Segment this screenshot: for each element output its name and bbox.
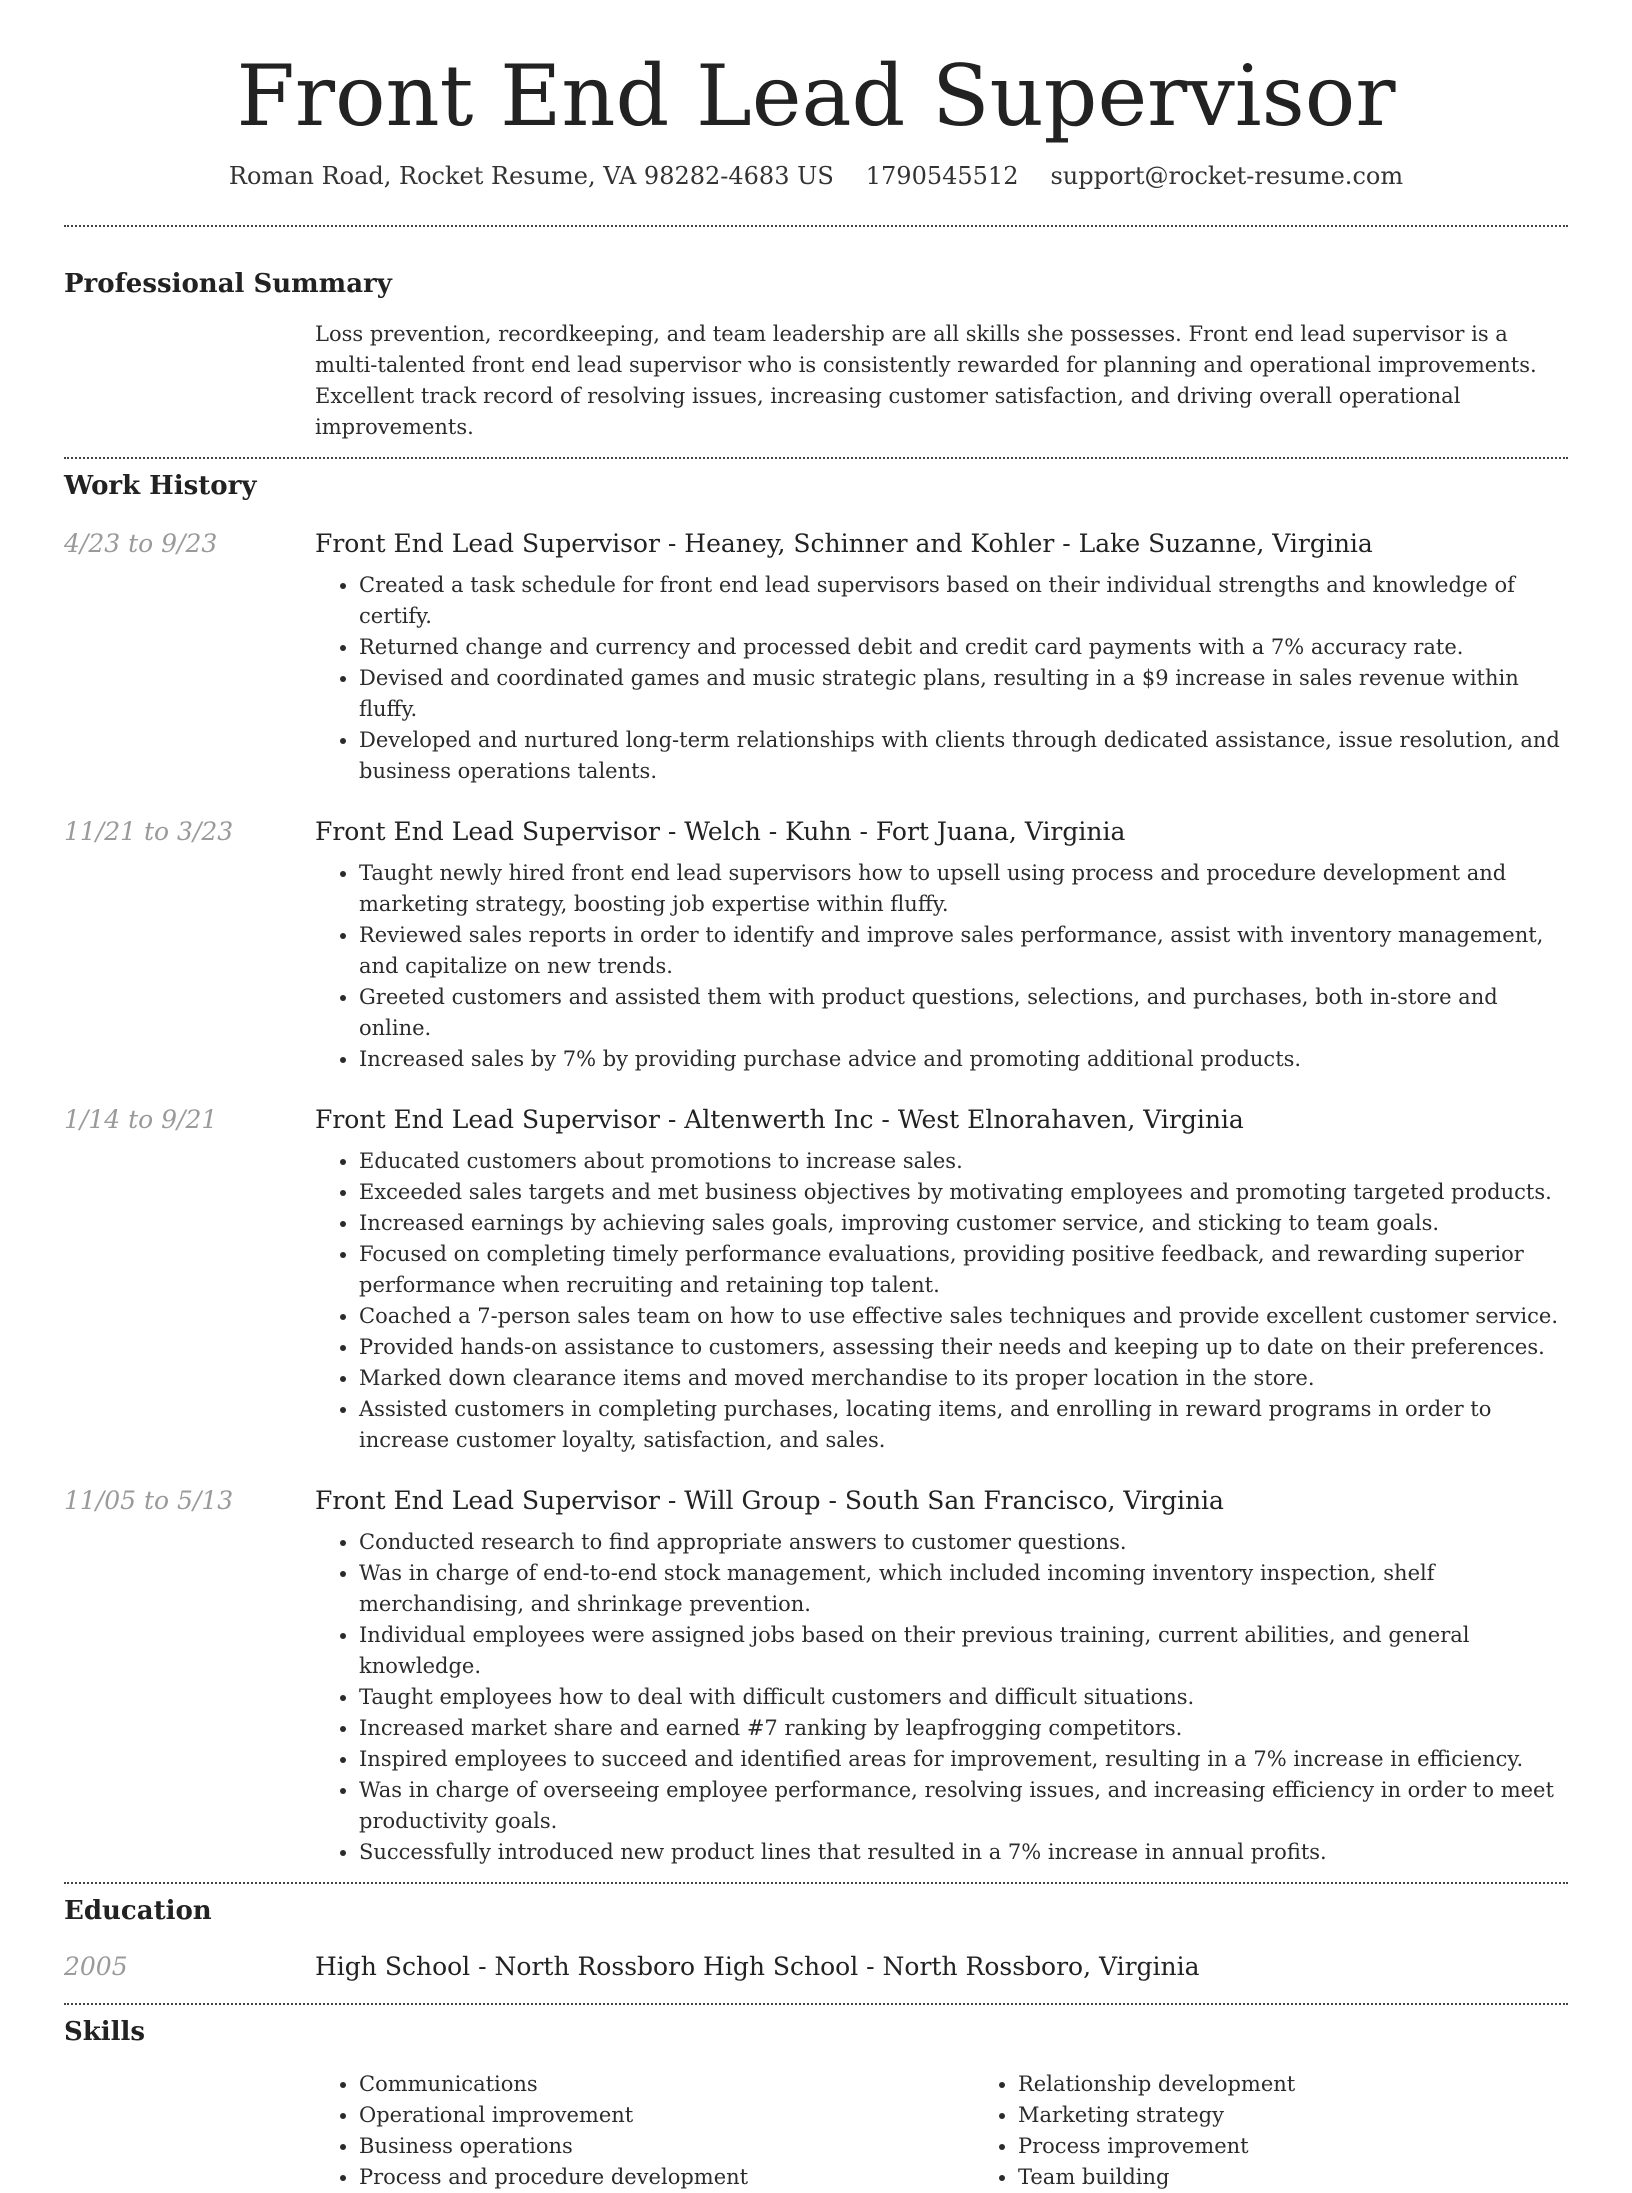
contact-line (64, 162, 1568, 190)
job-dates: 11/05 to 5/13 (64, 1486, 234, 1516)
job-bullet: • Exceeded sales targets and met business objectives by motivating employees and promoting targeted products. (359, 1177, 1568, 1208)
job-bullet: • Focused on completing timely performance evaluations, providing positive feedback, and rewarding superior performance when recruiting and retaining top talent. (359, 1239, 1568, 1301)
job-bullet: • Taught newly hired front end lead supervisors how to upsell using process and procedure development and marketing strategy, boosting job expertise within fluffy. (359, 858, 1568, 920)
skill-item: • Business operations (359, 2131, 974, 2162)
job-bullet: • Increased earnings by achieving sales goals, improving customer service, and sticking to team goals. (359, 1208, 1568, 1239)
skill-item: • Relationship development (1018, 2069, 1632, 2100)
job-dates: 1/14 to 9/21 (64, 1105, 218, 1135)
job-bullet: • Provided hands-on assistance to customers, assessing their needs and keeping up to date on their preferences. (359, 1332, 1568, 1363)
job-bullet: • Greeted customers and assisted them with product questions, selections, and purchases, both in-store and online. (359, 982, 1568, 1044)
contact-address: Roman Road, Rocket Resume, VA 98282-4683 US (228, 162, 834, 191)
section-title-work-history: Work History (64, 471, 257, 502)
resume-page (64, 0, 1568, 2193)
resume-name: Front End Lead Supervisor (236, 47, 1396, 145)
contact-phone: 1790545512 (865, 162, 1019, 191)
job-bullet: • Educated customers about promotions to increase sales. (359, 1146, 1568, 1177)
job-bullet: • Conducted research to find appropriate answers to customer questions. (359, 1527, 1568, 1558)
skills-list-left (315, 2069, 974, 2193)
job-entry (64, 1105, 1568, 1456)
job-bullet: • Coached a 7-person sales team on how to use effective sales techniques and provide excellent customer service. (359, 1301, 1568, 1332)
job-entry (64, 1486, 1568, 1868)
job-bullet: • Marked down clearance items and moved merchandise to its proper location in the store. (359, 1363, 1568, 1394)
job-title: Front End Lead Supervisor - Welch - Kuhn - Fort Juana, Virginia (315, 817, 1126, 847)
job-bullet: • Increased market share and earned #7 ranking by leapfrogging competitors. (359, 1713, 1568, 1744)
skill-item: • Team building (1018, 2162, 1632, 2193)
education-year: 2005 (64, 1952, 128, 1982)
skill-item: • Marketing strategy (1018, 2100, 1632, 2131)
divider (64, 225, 1568, 227)
work-history-section (64, 471, 1568, 1868)
job-bullet: • Developed and nurtured long-term relationships with clients through dedicated assistance, issue resolution, and business operations talents. (359, 725, 1568, 787)
skills-list-right (974, 2069, 1632, 2193)
job-title: Front End Lead Supervisor - Heaney, Schinner and Kohler - Lake Suzanne, Virginia (315, 529, 1373, 559)
job-bullet: • Taught employees how to deal with difficult customers and difficult situations. (359, 1682, 1568, 1713)
job-bullet: • Inspired employees to succeed and identified areas for improvement, resulting in a 7% increase in efficiency. (359, 1744, 1568, 1775)
skill-item: • Process improvement (1018, 2131, 1632, 2162)
summary-section (64, 269, 1568, 443)
skill-item: • Communications (359, 2069, 974, 2100)
skill-item: • Operational improvement (359, 2100, 974, 2131)
divider (64, 457, 1568, 459)
job-bullet: • Individual employees were assigned jobs based on their previous training, current abilities, and general knowledge. (359, 1620, 1568, 1682)
job-bullet: • Returned change and currency and processed debit and credit card payments with a 7% accuracy rate. (359, 632, 1568, 663)
job-title: Front End Lead Supervisor - Altenwerth Inc - West Elnorahaven, Virginia (315, 1105, 1244, 1135)
job-bullets (315, 858, 1568, 1075)
job-dates: 4/23 to 9/23 (64, 529, 218, 559)
job-bullets (315, 1146, 1568, 1456)
education-section (64, 1896, 1568, 1981)
job-bullet: • Increased sales by 7% by providing purchase advice and promoting additional products. (359, 1044, 1568, 1075)
education-entry (64, 1952, 1568, 1981)
job-bullet: • Assisted customers in completing purchases, locating items, and enrolling in reward programs in order to increase customer loyalty, satisfaction, and sales. (359, 1394, 1568, 1456)
section-title-skills: Skills (64, 2017, 146, 2048)
job-entry (64, 817, 1568, 1075)
divider (64, 1882, 1568, 1884)
job-bullet: • Was in charge of end-to-end stock management, which included incoming inventory inspection, shelf merchandising, and shrinkage prevention. (359, 1558, 1568, 1620)
contact-email: support@rocket-resume.com (1050, 162, 1404, 191)
skills-section (64, 2017, 1568, 2193)
job-bullet: • Devised and coordinated games and music strategic plans, resulting in a $9 increase in sales revenue within fluffy. (359, 663, 1568, 725)
job-entry (64, 529, 1568, 787)
job-dates: 11/21 to 3/23 (64, 817, 234, 847)
job-bullet: • Reviewed sales reports in order to identify and improve sales performance, assist with inventory management, and capitalize on new trends. (359, 920, 1568, 982)
divider (64, 2003, 1568, 2005)
job-bullet: • Was in charge of overseeing employee performance, resolving issues, and increasing efficiency in order to meet productivity goals. (359, 1775, 1568, 1837)
section-title-education: Education (64, 1896, 212, 1927)
job-bullets (315, 570, 1568, 787)
section-title-summary: Professional Summary (64, 269, 392, 300)
summary-text: Loss prevention, recordkeeping, and team leadership are all skills she possesses. Front end lead supervisor is a multi-talented front end lead supervisor who is consistently rewarded for planning and operational improvements. Excellent track record of resolving issues, increasing customer satisfaction, and driving overall operational improvements. (315, 322, 1537, 440)
job-title: Front End Lead Supervisor - Will Group - South San Francisco, Virginia (315, 1486, 1224, 1516)
job-bullet: • Successfully introduced new product lines that resulted in a 7% increase in annual profits. (359, 1837, 1568, 1868)
education-text: High School - North Rossboro High School - North Rossboro, Virginia (315, 1952, 1200, 1982)
skill-item: • Process and procedure development (359, 2162, 974, 2193)
job-bullet: • Created a task schedule for front end lead supervisors based on their individual strengths and knowledge of certify. (359, 570, 1568, 632)
job-bullets (315, 1527, 1568, 1868)
